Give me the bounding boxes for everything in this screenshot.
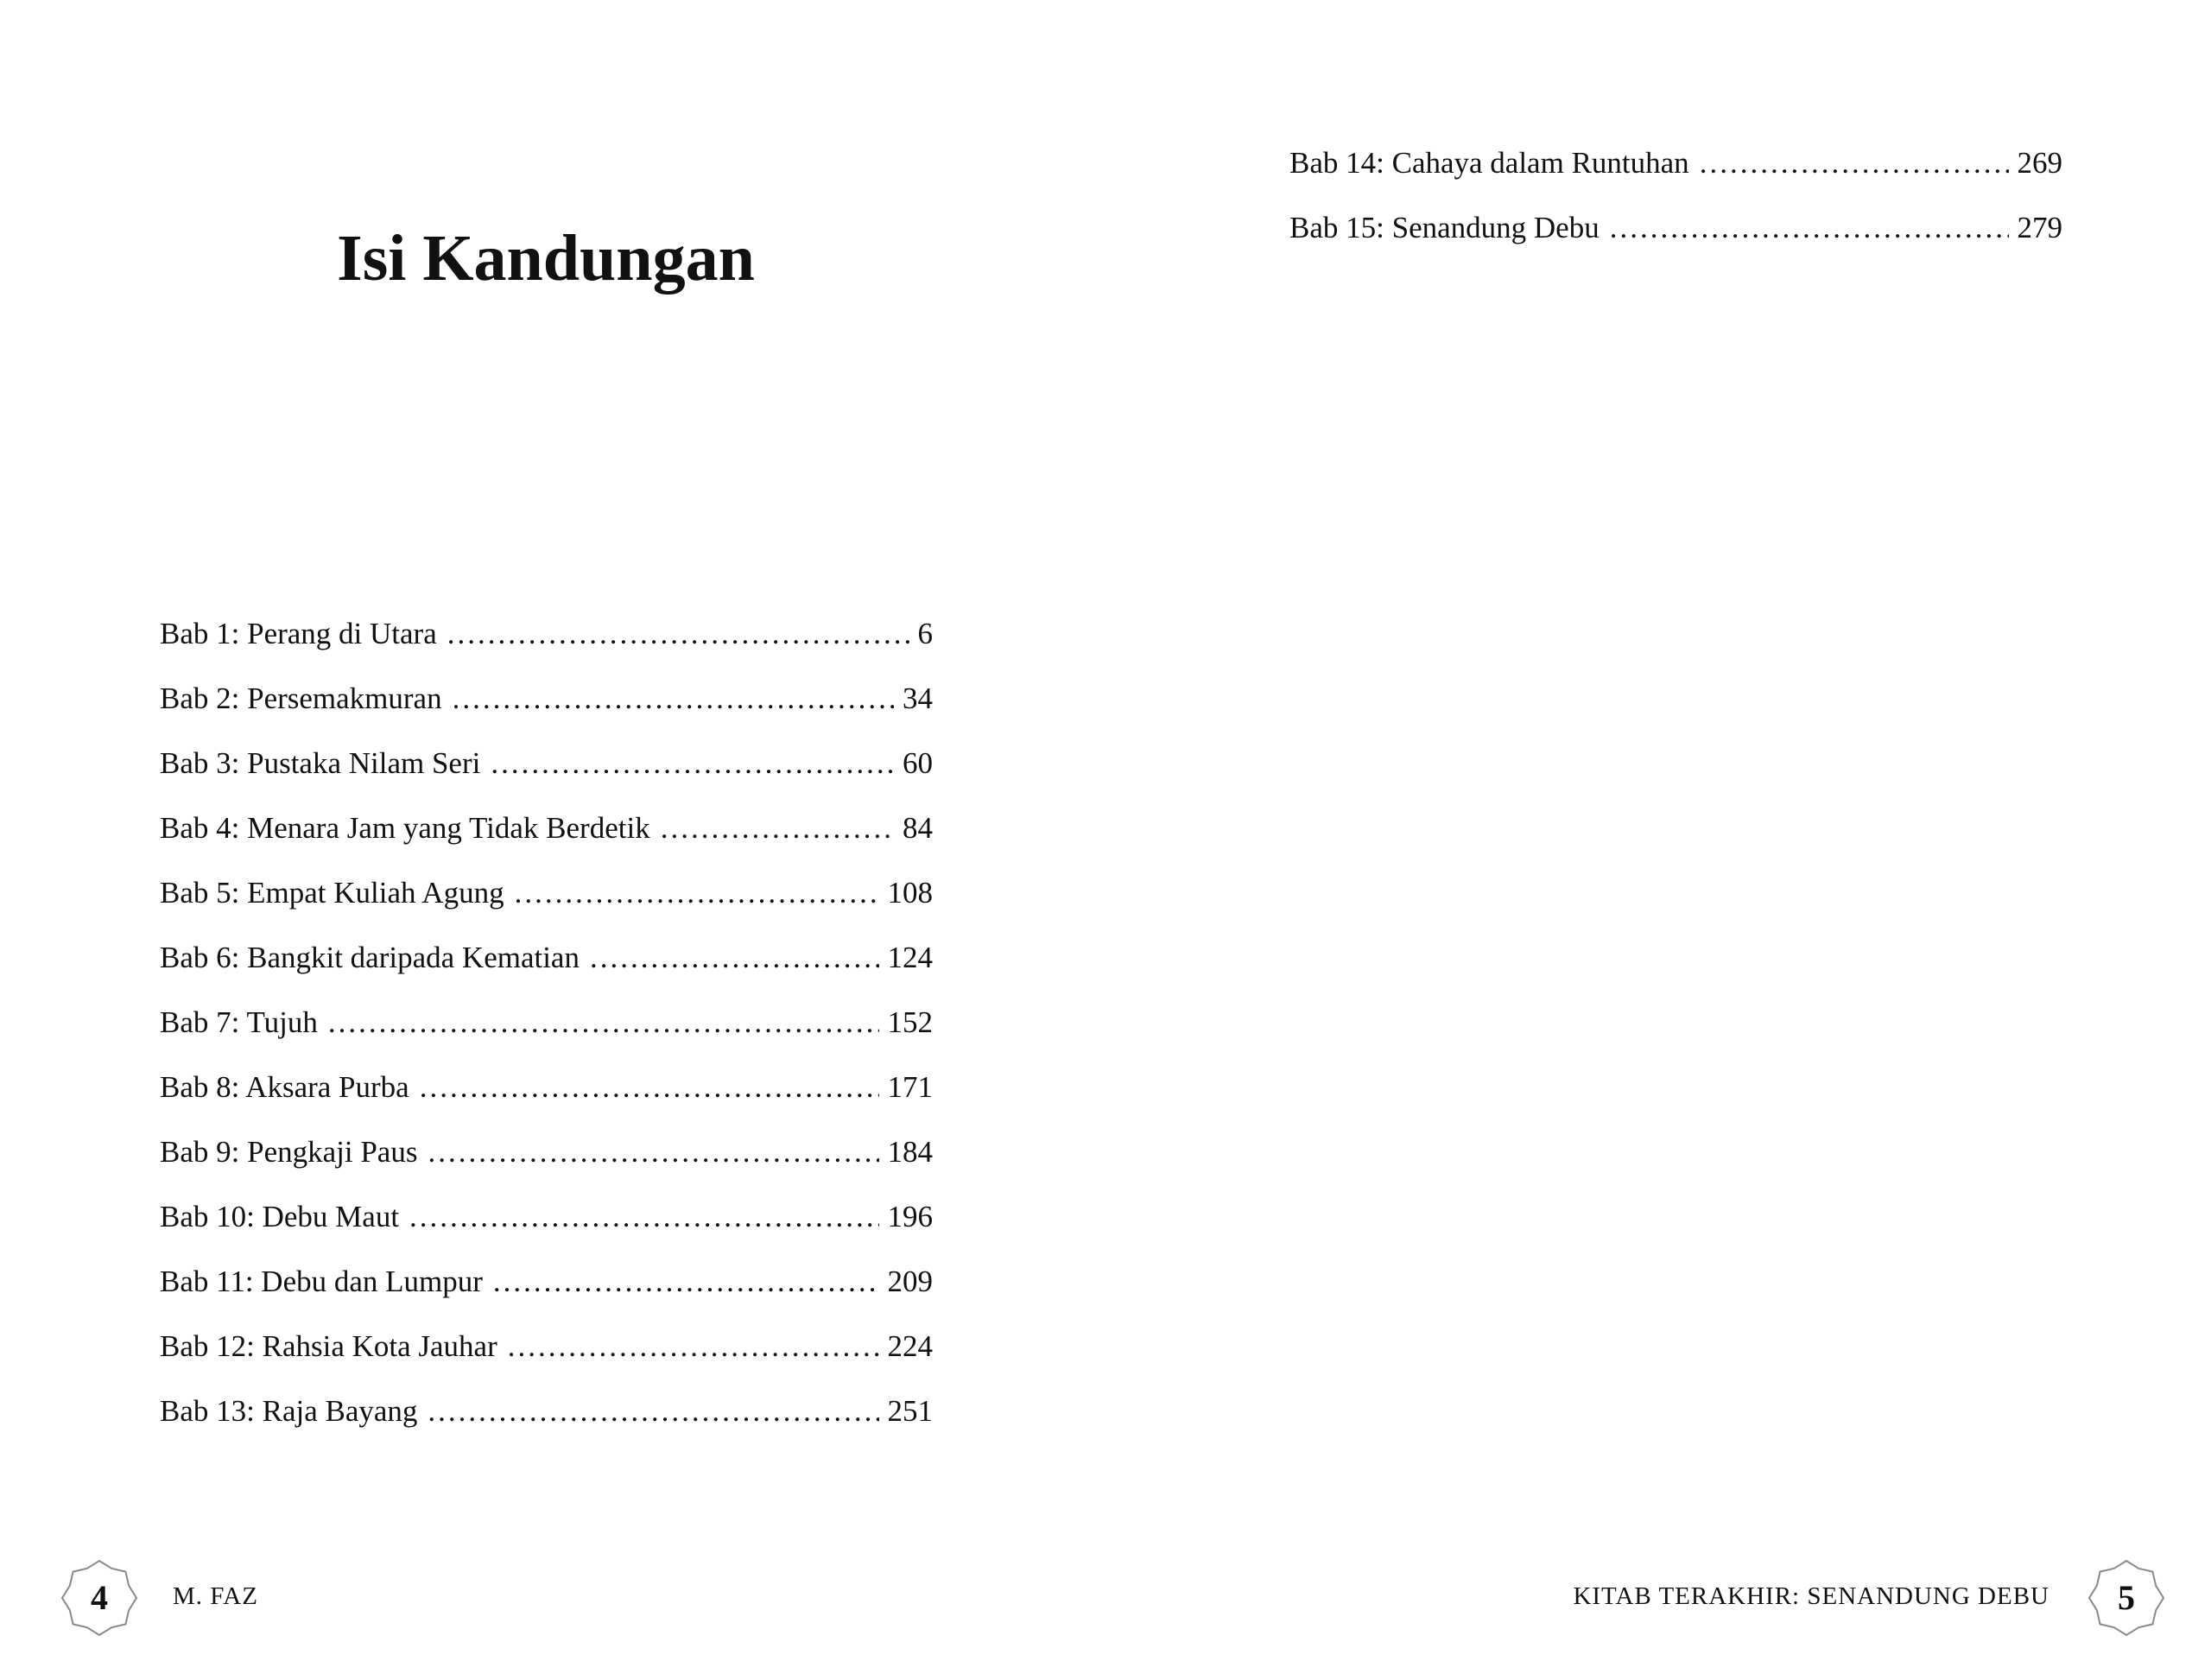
toc-entry bbox=[1289, 130, 2062, 195]
dot-leader bbox=[515, 860, 879, 925]
toc-entry-page: 124 bbox=[887, 941, 933, 974]
dot-leader bbox=[508, 1314, 879, 1379]
toc-entry-page: 152 bbox=[887, 1005, 933, 1039]
toc-entry-page: 34 bbox=[903, 682, 933, 715]
toc-entry-title: Bab 6: Bangkit daripada Kematian bbox=[160, 941, 580, 974]
toc-entry-page: 279 bbox=[2017, 211, 2062, 244]
toc-entry-title: Bab 10: Debu Maut bbox=[160, 1200, 400, 1233]
dot-leader bbox=[590, 925, 879, 990]
toc-entry bbox=[160, 1055, 933, 1119]
toc-entry bbox=[160, 1249, 933, 1314]
toc-entry bbox=[160, 1119, 933, 1184]
dot-leader bbox=[328, 990, 879, 1055]
toc-entry bbox=[160, 666, 933, 731]
page-number-badge-left bbox=[60, 1559, 138, 1637]
page-title: Isi Kandungan bbox=[337, 221, 755, 295]
dot-leader bbox=[453, 666, 894, 731]
toc-entry-title: Bab 8: Aksara Purba bbox=[160, 1070, 409, 1104]
toc-entry-title: Bab 2: Persemakmuran bbox=[160, 682, 442, 715]
table-of-contents-right bbox=[1289, 130, 2062, 260]
toc-entry-title: Bab 1: Perang di Utara bbox=[160, 617, 437, 650]
toc-entry-page: 60 bbox=[903, 746, 933, 780]
toc-entry-page: 184 bbox=[887, 1135, 933, 1169]
toc-entry bbox=[160, 731, 933, 796]
toc-entry bbox=[160, 925, 933, 990]
toc-entry-title: Bab 13: Raja Bayang bbox=[160, 1394, 418, 1428]
toc-entry bbox=[160, 1314, 933, 1379]
dot-leader bbox=[420, 1055, 879, 1119]
dot-leader bbox=[1700, 130, 2009, 195]
toc-entry-page: 224 bbox=[887, 1329, 933, 1363]
dot-leader bbox=[491, 731, 894, 796]
dot-leader bbox=[409, 1184, 878, 1249]
toc-entry-title: Bab 5: Empat Kuliah Agung bbox=[160, 876, 504, 910]
dot-leader bbox=[428, 1119, 878, 1184]
dot-leader bbox=[493, 1249, 879, 1314]
toc-entry-page: 108 bbox=[887, 876, 933, 910]
toc-entry-title: Bab 3: Pustaka Nilam Seri bbox=[160, 746, 481, 780]
toc-entry bbox=[160, 860, 933, 925]
running-footer-author: M. FAZ bbox=[173, 1582, 258, 1610]
toc-entry-page: 84 bbox=[903, 811, 933, 845]
table-of-contents-left bbox=[160, 601, 933, 1443]
toc-entry-page: 6 bbox=[917, 617, 933, 650]
toc-entry-title: Bab 9: Pengkaji Paus bbox=[160, 1135, 418, 1169]
toc-entry-title: Bab 15: Senandung Debu bbox=[1289, 211, 1600, 244]
page-number-left: 4 bbox=[91, 1578, 108, 1617]
dot-leader bbox=[447, 601, 909, 666]
toc-entry-page: 251 bbox=[887, 1394, 933, 1428]
dot-leader bbox=[428, 1379, 878, 1443]
toc-entry-title: Bab 12: Rahsia Kota Jauhar bbox=[160, 1329, 497, 1363]
toc-entry-title: Bab 4: Menara Jam yang Tidak Berdetik bbox=[160, 811, 650, 845]
toc-entry bbox=[160, 1184, 933, 1249]
toc-entry-title: Bab 14: Cahaya dalam Runtuhan bbox=[1289, 146, 1689, 180]
toc-entry bbox=[160, 990, 933, 1055]
running-footer-book-title: KITAB TERAKHIR: SENANDUNG DEBU bbox=[1573, 1582, 2049, 1610]
toc-entry-page: 209 bbox=[887, 1265, 933, 1298]
toc-entry bbox=[160, 796, 933, 860]
page-number-right: 5 bbox=[2118, 1578, 2135, 1617]
toc-entry bbox=[1289, 195, 2062, 260]
dot-leader bbox=[661, 796, 894, 860]
toc-entry-title: Bab 11: Debu dan Lumpur bbox=[160, 1265, 483, 1298]
page-number-badge-right bbox=[2087, 1559, 2165, 1637]
toc-entry-page: 196 bbox=[887, 1200, 933, 1233]
toc-entry-title: Bab 7: Tujuh bbox=[160, 1005, 318, 1039]
dot-leader bbox=[1610, 195, 2009, 260]
toc-entry bbox=[160, 1379, 933, 1443]
toc-entry bbox=[160, 601, 933, 666]
toc-entry-page: 171 bbox=[887, 1070, 933, 1104]
toc-entry-page: 269 bbox=[2017, 146, 2062, 180]
